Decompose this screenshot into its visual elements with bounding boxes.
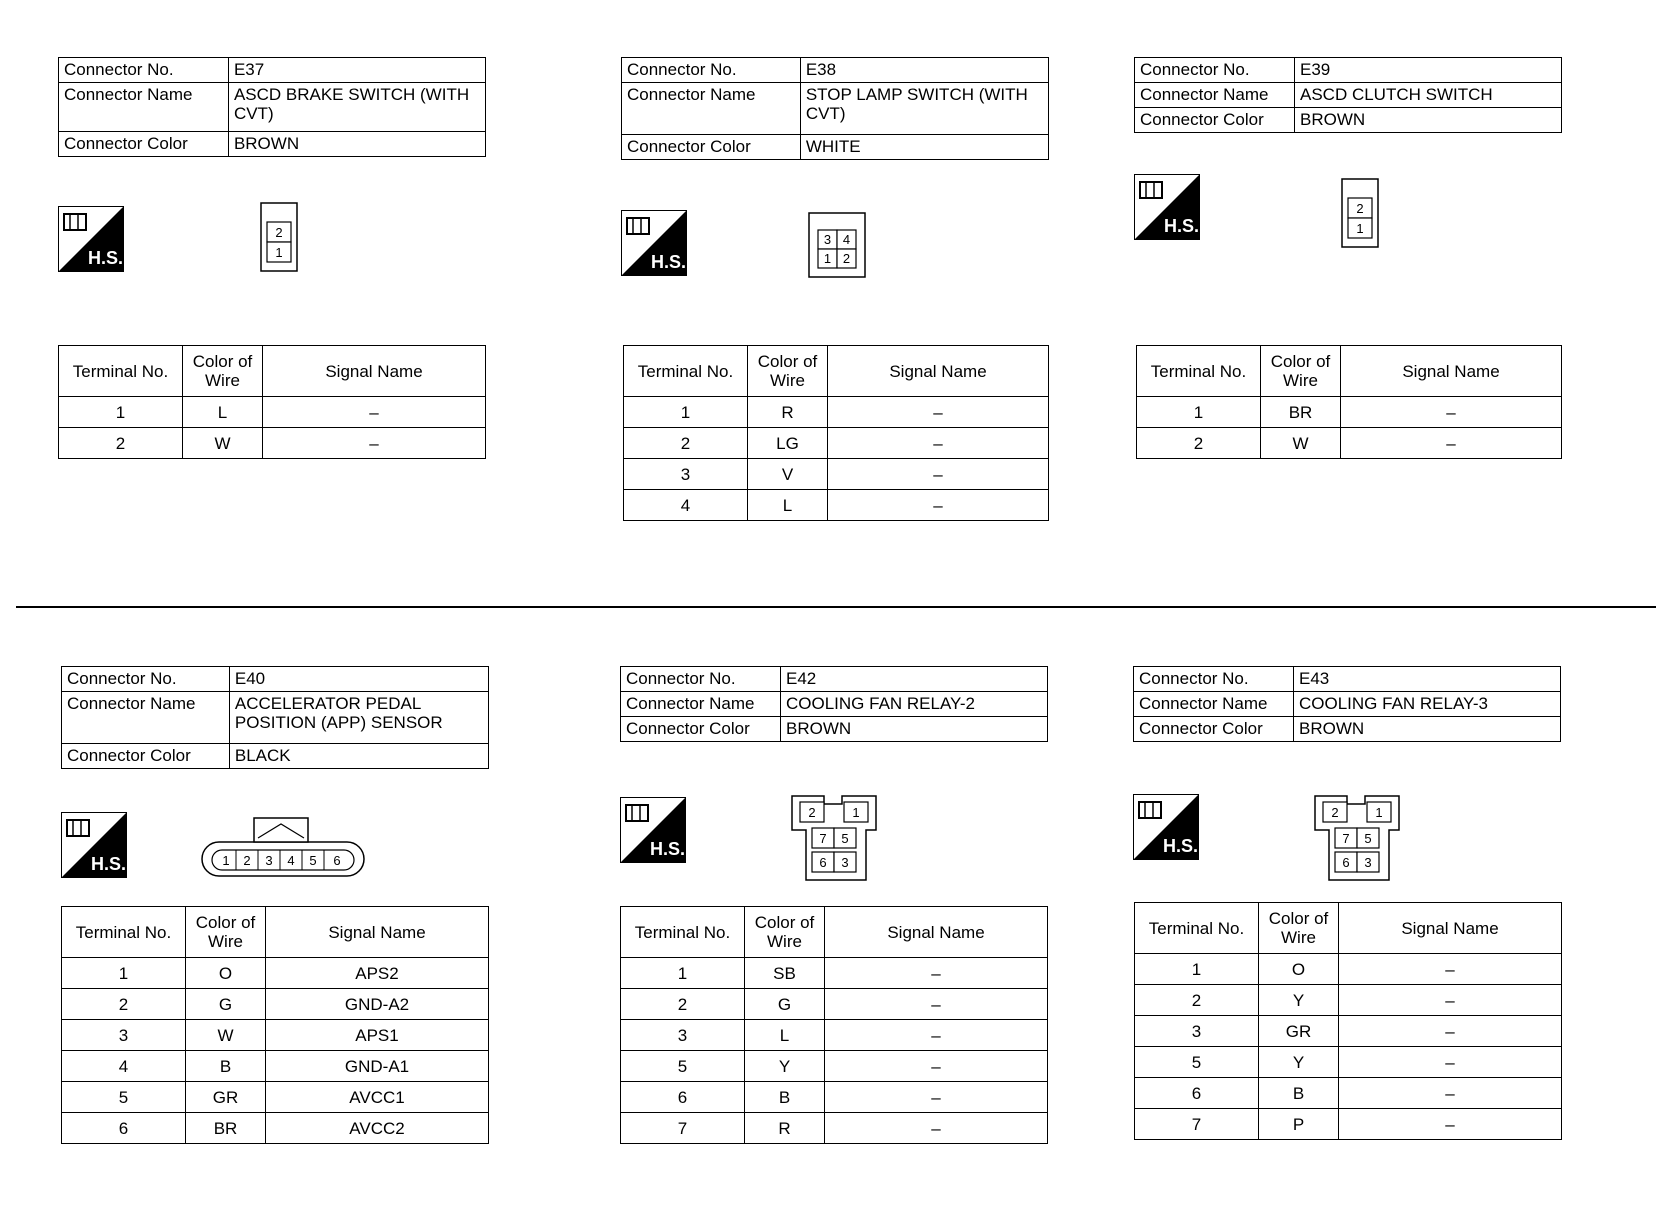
terminal-no: 5 — [621, 1051, 745, 1082]
pin-label: 1 — [1375, 805, 1383, 820]
pin-label: 7 — [1342, 831, 1350, 846]
connector-face-diagram-e43 — [1313, 794, 1403, 882]
harness-side-icon — [620, 797, 686, 863]
connector-no-value: E37 — [228, 58, 485, 83]
connector-color-value: BROWN — [1294, 717, 1561, 742]
label-connector-color: Connector Color — [62, 744, 230, 769]
connector-name-value: ASCD CLUTCH SWITCH — [1295, 83, 1562, 108]
table-row — [1135, 1016, 1562, 1047]
signal-name: – — [825, 1113, 1048, 1144]
hs-label: H.S. — [651, 252, 687, 272]
terminal-no: 3 — [621, 1020, 745, 1051]
terminal-no: 5 — [62, 1082, 186, 1113]
harness-side-icon — [621, 210, 687, 276]
wire-color: L — [745, 1020, 825, 1051]
table-row — [62, 989, 489, 1020]
label-connector-name: Connector Name — [59, 83, 229, 132]
signal-name: – — [825, 1020, 1048, 1051]
signal-name: APS1 — [266, 1020, 489, 1051]
label-connector-no: Connector No. — [1135, 58, 1295, 83]
pin-label: 1 — [222, 853, 230, 868]
pin-label: 6 — [1342, 855, 1350, 870]
terminal-table-e38 — [623, 345, 1049, 521]
pin-label: 7 — [819, 831, 827, 846]
connector-name-value: ACCELERATOR PEDAL POSITION (APP) SENSOR — [229, 692, 488, 744]
label-connector-color: Connector Color — [59, 132, 229, 157]
hs-label: H.S. — [88, 248, 124, 268]
header-terminal-no: Terminal No. — [621, 907, 745, 958]
connector-info-e38 — [621, 57, 1049, 160]
terminal-no: 2 — [1137, 428, 1261, 459]
connector-no-value: E40 — [229, 667, 488, 692]
pin-label: 2 — [1356, 201, 1364, 216]
signal-name: AVCC1 — [266, 1082, 489, 1113]
terminal-no: 1 — [624, 397, 748, 428]
header-color-of-wire: Color of Wire — [1259, 903, 1339, 954]
wire-color: Y — [1259, 1047, 1339, 1078]
table-row — [621, 989, 1048, 1020]
signal-name: – — [825, 989, 1048, 1020]
pin-label: 6 — [819, 855, 827, 870]
table-row — [59, 428, 486, 459]
connector-name-value: ASCD BRAKE SWITCH (WITH CVT) — [228, 83, 485, 132]
wire-color: P — [1259, 1109, 1339, 1140]
harness-side-icon — [1134, 174, 1200, 240]
terminal-no: 2 — [59, 428, 183, 459]
pin-label: 4 — [287, 853, 295, 868]
connector-info-e40 — [61, 666, 489, 769]
table-row — [621, 1020, 1048, 1051]
terminal-no: 1 — [621, 958, 745, 989]
pin-label: 3 — [1364, 855, 1372, 870]
signal-name: – — [825, 958, 1048, 989]
wire-color: R — [748, 397, 828, 428]
connector-face-diagram-e42 — [790, 794, 880, 882]
connector-no-value: E43 — [1294, 667, 1561, 692]
wire-color: SB — [745, 958, 825, 989]
pin-label: 1 — [823, 251, 832, 266]
connector-info-e42 — [620, 666, 1048, 742]
connector-no-value: E38 — [800, 58, 1048, 83]
header-signal-name: Signal Name — [828, 346, 1049, 397]
terminal-no: 7 — [1135, 1109, 1259, 1140]
hs-label: H.S. — [1163, 836, 1199, 856]
pin-label: 5 — [309, 853, 317, 868]
pin-label: 5 — [841, 831, 849, 846]
pin-label: 1 — [852, 805, 860, 820]
wire-color: BR — [1261, 397, 1341, 428]
table-row — [621, 958, 1048, 989]
terminal-no: 2 — [621, 989, 745, 1020]
pin-label: 2 — [808, 805, 816, 820]
terminal-no: 1 — [1135, 954, 1259, 985]
label-connector-name: Connector Name — [62, 692, 230, 744]
signal-name: – — [828, 490, 1049, 521]
label-connector-no: Connector No. — [1134, 667, 1294, 692]
connector-info-e37 — [58, 57, 486, 157]
terminal-no: 1 — [1137, 397, 1261, 428]
header-terminal-no: Terminal No. — [624, 346, 748, 397]
terminal-table-e42 — [620, 906, 1048, 1144]
table-row — [624, 490, 1049, 521]
signal-name: GND-A1 — [266, 1051, 489, 1082]
connector-face-diagram-e40 — [200, 814, 368, 880]
table-row — [1135, 1078, 1562, 1109]
connector-color-value: BROWN — [228, 132, 485, 157]
label-connector-name: Connector Name — [621, 692, 781, 717]
label-connector-no: Connector No. — [62, 667, 230, 692]
signal-name: – — [825, 1051, 1048, 1082]
hs-label: H.S. — [650, 839, 686, 859]
label-connector-color: Connector Color — [1134, 717, 1294, 742]
header-color-of-wire: Color of Wire — [748, 346, 828, 397]
signal-name: – — [263, 428, 486, 459]
terminal-no: 5 — [1135, 1047, 1259, 1078]
connector-color-value: BROWN — [781, 717, 1048, 742]
connector-no-value: E39 — [1295, 58, 1562, 83]
wire-color: GR — [186, 1082, 266, 1113]
table-row — [59, 397, 486, 428]
table-row — [624, 428, 1049, 459]
pin-label: 2 — [842, 251, 851, 266]
terminal-no: 3 — [62, 1020, 186, 1051]
label-connector-name: Connector Name — [1134, 692, 1294, 717]
header-signal-name: Signal Name — [1341, 346, 1562, 397]
pin-label: 3 — [823, 232, 832, 247]
signal-name: AVCC2 — [266, 1113, 489, 1144]
header-terminal-no: Terminal No. — [1137, 346, 1261, 397]
signal-name: – — [1341, 397, 1562, 428]
terminal-no: 4 — [62, 1051, 186, 1082]
terminal-no: 1 — [59, 397, 183, 428]
pin-label: 1 — [1356, 221, 1364, 236]
label-connector-no: Connector No. — [622, 58, 801, 83]
connector-no-value: E42 — [781, 667, 1048, 692]
header-color-of-wire: Color of Wire — [745, 907, 825, 958]
wire-color: Y — [745, 1051, 825, 1082]
connector-face-diagram-e38 — [808, 212, 868, 280]
table-row — [621, 1113, 1048, 1144]
terminal-table-e37 — [58, 345, 486, 459]
harness-side-icon — [58, 206, 124, 272]
connector-name-value: COOLING FAN RELAY-3 — [1294, 692, 1561, 717]
terminal-no: 2 — [62, 989, 186, 1020]
terminal-no: 7 — [621, 1113, 745, 1144]
wire-color: LG — [748, 428, 828, 459]
header-signal-name: Signal Name — [263, 346, 486, 397]
pin-label: 3 — [265, 853, 273, 868]
wire-color: G — [745, 989, 825, 1020]
signal-name: – — [828, 428, 1049, 459]
pin-label: 5 — [1364, 831, 1372, 846]
header-signal-name: Signal Name — [266, 907, 489, 958]
table-row — [1135, 985, 1562, 1016]
terminal-no: 4 — [624, 490, 748, 521]
wire-color: R — [745, 1113, 825, 1144]
signal-name: – — [1341, 428, 1562, 459]
table-row — [624, 459, 1049, 490]
hs-label: H.S. — [91, 854, 127, 874]
terminal-no: 6 — [1135, 1078, 1259, 1109]
table-row — [62, 958, 489, 989]
wire-color: O — [186, 958, 266, 989]
pin-label: 4 — [842, 232, 851, 247]
connector-color-value: BROWN — [1295, 108, 1562, 133]
label-connector-name: Connector Name — [1135, 83, 1295, 108]
wire-color: Y — [1259, 985, 1339, 1016]
connector-color-value: WHITE — [800, 135, 1048, 160]
connector-face-diagram-e37 — [260, 202, 300, 274]
wire-color: B — [1259, 1078, 1339, 1109]
signal-name: – — [825, 1082, 1048, 1113]
table-row — [62, 1051, 489, 1082]
wire-color: G — [186, 989, 266, 1020]
signal-name: – — [828, 459, 1049, 490]
table-row — [624, 397, 1049, 428]
signal-name: – — [1339, 954, 1562, 985]
terminal-table-e43 — [1134, 902, 1562, 1140]
signal-name: – — [1339, 1078, 1562, 1109]
label-connector-name: Connector Name — [622, 83, 801, 135]
header-terminal-no: Terminal No. — [59, 346, 183, 397]
table-row — [1137, 397, 1562, 428]
section-divider — [16, 606, 1656, 608]
label-connector-no: Connector No. — [621, 667, 781, 692]
header-color-of-wire: Color of Wire — [186, 907, 266, 958]
table-row — [1135, 1109, 1562, 1140]
signal-name: APS2 — [266, 958, 489, 989]
terminal-no: 6 — [621, 1082, 745, 1113]
terminal-table-e39 — [1136, 345, 1562, 459]
label-connector-no: Connector No. — [59, 58, 229, 83]
terminal-no: 6 — [62, 1113, 186, 1144]
pin-label: 2 — [1331, 805, 1339, 820]
terminal-table-e40 — [61, 906, 489, 1144]
harness-side-icon — [1133, 794, 1199, 860]
label-connector-color: Connector Color — [622, 135, 801, 160]
wire-color: W — [1261, 428, 1341, 459]
connector-color-value: BLACK — [229, 744, 488, 769]
wire-color: L — [183, 397, 263, 428]
table-row — [62, 1113, 489, 1144]
table-row — [1137, 428, 1562, 459]
header-color-of-wire: Color of Wire — [183, 346, 263, 397]
table-row — [1135, 954, 1562, 985]
connector-face-diagram-e39 — [1341, 178, 1381, 250]
terminal-no: 2 — [624, 428, 748, 459]
wire-color: GR — [1259, 1016, 1339, 1047]
pin-label: 2 — [243, 853, 251, 868]
signal-name: – — [263, 397, 486, 428]
table-row — [621, 1051, 1048, 1082]
header-color-of-wire: Color of Wire — [1261, 346, 1341, 397]
label-connector-color: Connector Color — [1135, 108, 1295, 133]
signal-name: – — [1339, 1109, 1562, 1140]
connector-name-value: COOLING FAN RELAY-2 — [781, 692, 1048, 717]
terminal-no: 1 — [62, 958, 186, 989]
terminal-no: 3 — [624, 459, 748, 490]
connector-info-e39 — [1134, 57, 1562, 133]
harness-side-icon — [61, 812, 127, 878]
table-row — [1135, 1047, 1562, 1078]
terminal-no: 3 — [1135, 1016, 1259, 1047]
signal-name: – — [1339, 1016, 1562, 1047]
connector-info-e43 — [1133, 666, 1561, 742]
pin-label: 2 — [275, 225, 283, 240]
wire-color: V — [748, 459, 828, 490]
wire-color: B — [186, 1051, 266, 1082]
wire-color: W — [186, 1020, 266, 1051]
header-signal-name: Signal Name — [825, 907, 1048, 958]
pin-label: 6 — [333, 853, 341, 868]
wire-color: W — [183, 428, 263, 459]
wire-color: B — [745, 1082, 825, 1113]
header-signal-name: Signal Name — [1339, 903, 1562, 954]
table-row — [62, 1020, 489, 1051]
table-row — [62, 1082, 489, 1113]
pin-label: 1 — [275, 245, 283, 260]
signal-name: – — [1339, 985, 1562, 1016]
terminal-no: 2 — [1135, 985, 1259, 1016]
wire-color: O — [1259, 954, 1339, 985]
signal-name: GND-A2 — [266, 989, 489, 1020]
table-row — [621, 1082, 1048, 1113]
wire-color: BR — [186, 1113, 266, 1144]
header-terminal-no: Terminal No. — [1135, 903, 1259, 954]
hs-label: H.S. — [1164, 216, 1200, 236]
connector-name-value: STOP LAMP SWITCH (WITH CVT) — [800, 83, 1048, 135]
pin-label: 3 — [841, 855, 849, 870]
signal-name: – — [1339, 1047, 1562, 1078]
label-connector-color: Connector Color — [621, 717, 781, 742]
header-terminal-no: Terminal No. — [62, 907, 186, 958]
signal-name: – — [828, 397, 1049, 428]
wire-color: L — [748, 490, 828, 521]
